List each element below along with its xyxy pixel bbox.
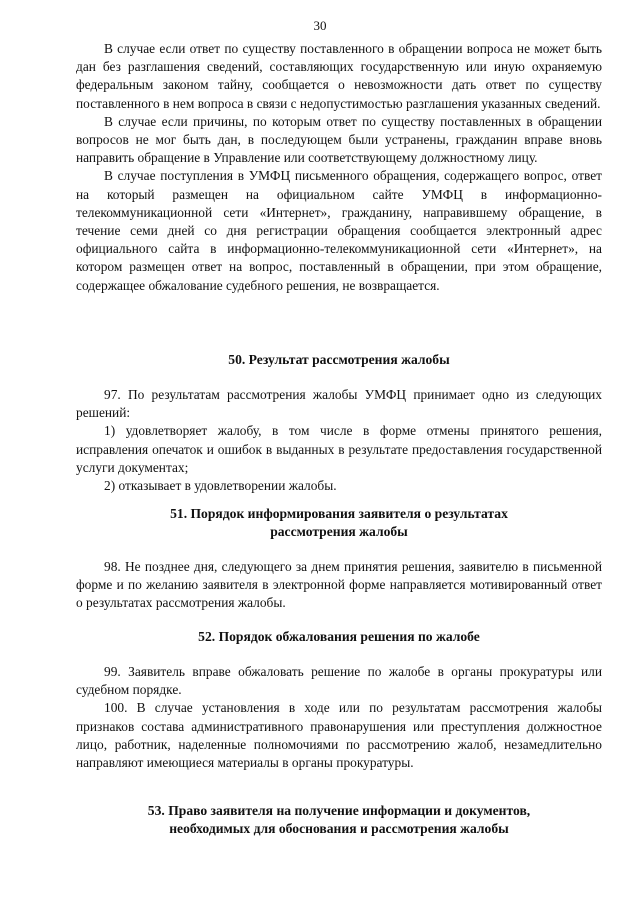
- section-51-heading-line-1: 51. Порядок информирования заявителя о результатах: [170, 506, 508, 521]
- section-53-heading-line-1: 53. Право заявителя на получение информации и документов,: [147, 803, 531, 818]
- intro-block: [76, 40, 602, 295]
- section-52-heading-block: [76, 628, 602, 646]
- section-51-heading-block: [76, 505, 602, 541]
- paragraph-state-secret: В случае если ответ по существу поставленного в обращении вопроса не может быть дан без разглашения сведений, составляющих государственную или иную охраняемую федеральным законом тайну, сообщается о невозможности дать ответ по существу поставленного в нем вопроса в связи с недопустимостью разглашения указанных сведений.: [76, 41, 602, 111]
- paragraph-99: 99. Заявитель вправе обжаловать решение по жалобе в органы прокуратуры или судебном порядке.: [76, 664, 602, 698]
- section-53-heading-block: [76, 802, 602, 838]
- paragraph-97-item-2: 2) отказывает в удовлетворении жалобы.: [104, 478, 337, 494]
- paragraph-97-item-1: 1) удовлетворяет жалобу, в том числе в форме отмены принятого решения, исправления опечаток и ошибок в выданных в результате предоставления государственной услуги документах;: [76, 423, 602, 475]
- section-53-heading-line-2: необходимых для обоснования и рассмотрения жалобы: [169, 821, 509, 836]
- section-51-body: [76, 558, 602, 613]
- section-50-body: [76, 386, 602, 495]
- paragraph-98: 98. Не позднее дня, следующего за днем принятия решения, заявителю в письменной форме и по желанию заявителя в электронной форме направляется мотивированный ответ о результатах рассмотрения жалобы.: [76, 559, 602, 611]
- paragraph-100: 100. В случае установления в ходе или по результатам рассмотрения жалобы признаков состава административного правонарушения или преступления должностное лицо, работник, наделенные полномочиями по рассмотрению жалоб, незамедлительно направляют имеющиеся материалы в органы прокуратуры.: [76, 700, 602, 771]
- paragraph-reasons-eliminated: В случае если причины, по которым ответ по существу поставленных в обращении вопросов не мог быть дан, в последующем были устранены, гражданин вправе вновь направить обращение в Управление или соответствующему должностному лицу.: [76, 113, 602, 166]
- section-50-heading-block: [76, 351, 602, 369]
- section-50-heading: 50. Результат рассмотрения жалобы: [228, 352, 450, 367]
- section-52-heading: 52. Порядок обжалования решения по жалобе: [198, 629, 480, 644]
- section-52-body: [76, 663, 602, 772]
- paragraph-internet-answer: В случае поступления в УМФЦ письменного обращения, содержащего вопрос, ответ на который размещен на официальном сайте УМФЦ в информационно-телекоммуникационной сети «Интернет», гражданину, направившему обращение, в течение семи дней со дня регистрации обращения сообщается электронный адрес официального сайта в информационно-телекоммуникационной сети «Интернет», на котором размещен ответ на вопрос, поставленный в обращении, при этом обращение, содержащее обжалование судебного решения, не возвращается.: [76, 168, 602, 293]
- paragraph-97: 97. По результатам рассмотрения жалобы УМФЦ принимает одно из следующих решений:: [76, 387, 602, 421]
- page-number: 30: [313, 18, 327, 33]
- section-51-heading-line-2: рассмотрения жалобы: [270, 524, 408, 539]
